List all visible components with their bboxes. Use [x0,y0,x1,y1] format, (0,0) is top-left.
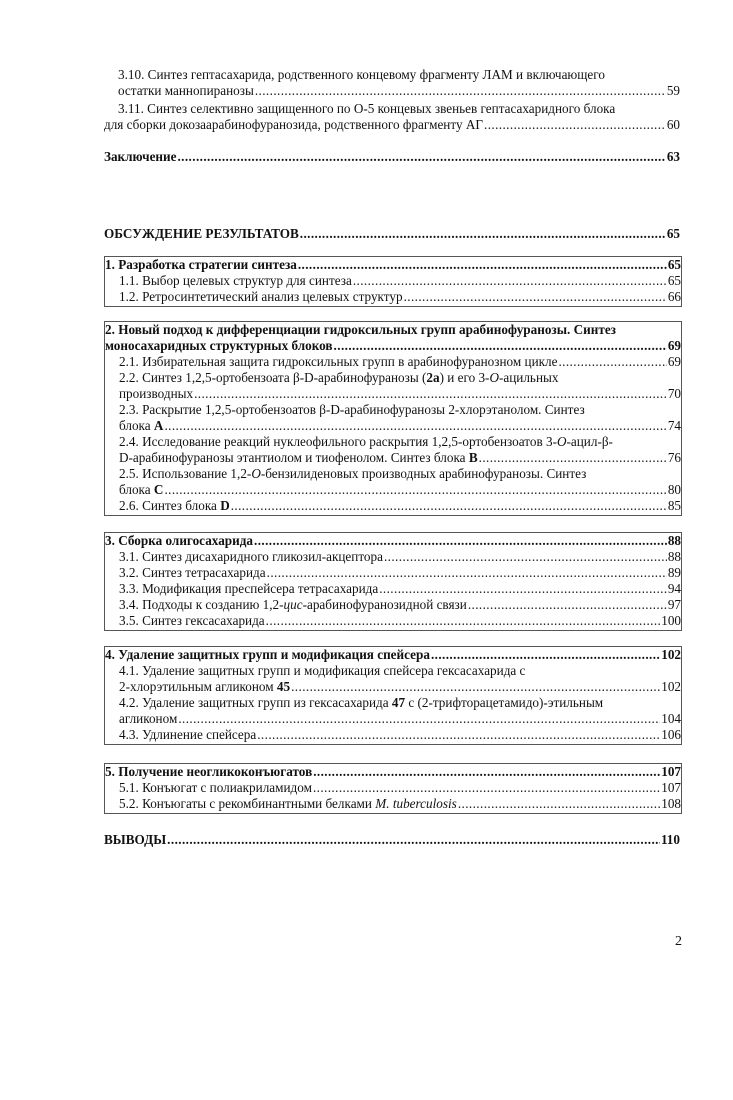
toc-line: производных ..... 70 [119,386,681,402]
page-ref: 60 [666,117,680,132]
toc-chapter-1 [104,256,682,307]
toc-line: 3.5. Синтез гексасахарида ..... 100 [119,613,681,629]
toc-line: 2. Новый подход к дифференциации гидроксильных групп арабинофуранозы. Синтез [105,322,616,337]
toc-chapter-2 [104,321,682,516]
dot-leader [431,647,660,663]
toc-line: 3.3. Модификация преспейсера тетрасахарида ..... 94 [119,581,681,597]
page-ref: 100 [661,613,681,628]
page-number: 2 [675,934,682,949]
toc-line: для сборки докозаарабинофуранозида, родственного фрагменту АГ ..... 60 [104,117,680,133]
toc-line: 3. Сборка олигосахарида ..... 88 [105,533,681,549]
toc-line: 4.3. Удлинение спейсера ..... 106 [119,727,681,743]
toc-entry-3-11 [104,101,680,133]
dot-leader [479,450,667,466]
page-ref: 89 [667,565,681,580]
page-ref: 63 [666,149,680,164]
toc-line: моносахаридных структурных блоков ..... 69 [105,338,681,354]
dot-leader [484,117,666,133]
toc-entry-conclusions [104,832,680,848]
toc-line: 2.4. Исследование реакций нуклеофильного раскрытия 1,2,5-ортобензоатов 3-O-ацил-β- [119,434,613,449]
toc-line: 5.2. Конъюгаты с рекомбинантными белками M. tuberculosis ..... 108 [119,796,681,812]
toc-chapter-4 [104,646,682,745]
toc-line: 3.11. Синтез селективно защищенного по О-5 концевых звеньев гептасахаридного блока [118,101,616,116]
toc-entry-discussion [104,226,680,242]
page-ref: 102 [661,647,681,662]
page-ref: 97 [667,597,681,612]
dot-leader [353,273,667,289]
page-ref: 104 [661,711,681,726]
dot-leader [291,679,660,695]
dot-leader [164,482,666,498]
page-ref: 108 [661,796,681,811]
toc-chapter-5 [104,763,682,814]
page-ref: 70 [667,386,681,401]
dot-leader [231,498,667,514]
toc-entry-3-10 [118,67,680,99]
dot-leader [300,226,666,242]
toc-line: 4.2. Удаление защитных групп из гексасахарида 47 с (2-трифторацетамидо)-этильным [119,695,604,710]
toc-line: Заключение ..... 63 [104,149,680,165]
toc-line: блока A ..... 74 [119,418,681,434]
toc-line: 3.4. Подходы к созданию 1,2-цис-арабинофуранозидной связи ..... 97 [119,597,681,613]
page-ref: 69 [667,354,681,369]
page-ref: 69 [667,338,681,353]
page-ref: 106 [661,727,681,742]
dot-leader [164,418,666,434]
dot-leader [255,83,666,99]
page-ref: 74 [667,418,681,433]
page-ref: 102 [661,679,681,694]
toc-line: 5.1. Конъюгат с полиакриламидом ..... 107 [119,780,681,796]
page-ref: 59 [666,83,680,98]
dot-leader [379,581,667,597]
toc-entry-conclusion [104,149,680,165]
page-ref: 66 [667,289,681,304]
toc-line: остатки маннопиранозы ..... 59 [118,83,680,99]
toc-line: 1.1. Выбор целевых структур для синтеза ..... 65 [119,273,681,289]
toc-line: 1.2. Ретросинтетический анализ целевых структур ..... 66 [119,289,681,305]
dot-leader [313,780,660,796]
toc-line: 2.3. Раскрытие 1,2,5-ортобензоатов β-D-арабинофуранозы 2-хлорэтанолом. Синтез [119,402,585,417]
dot-leader [266,613,661,629]
dot-leader [298,257,667,273]
toc-line: 2.2. Синтез 1,2,5-ортобензоата β-D-арабинофуранозы (2a) и его 3-O-ацильных [119,370,559,385]
toc-line: 4.1. Удаление защитных групп и модификация спейсера гексасахарида с [119,663,526,678]
toc-line: 2-хлорэтильным агликоном 45 ..... 102 [119,679,681,695]
toc-line: 3.10. Синтез гептасахарида, родственного концевому фрагменту ЛАМ и включающего [118,67,605,82]
page-ref: 80 [667,482,681,497]
dot-leader [257,727,660,743]
dot-leader [177,149,665,165]
page-ref: 88 [667,533,681,548]
toc-line: 2.1. Избирательная защита гидроксильных групп в арабинофуранозном цикле ..... 69 [119,354,681,370]
toc-line: ОБСУЖДЕНИЕ РЕЗУЛЬТАТОВ ..... 65 [104,226,680,242]
toc-line: 1. Разработка стратегии синтеза ..... 65 [105,257,681,273]
dot-leader [167,832,660,848]
page-ref: 76 [667,450,681,465]
page-ref: 107 [661,764,681,779]
toc-line: 5. Получение неогликоконъюгатов ..... 107 [105,764,681,780]
toc-line: 2.5. Использование 1,2-O-бензилиденовых производных арабинофуранозы. Синтез [119,466,587,481]
toc-line: 2.6. Синтез блока D ..... 85 [119,498,681,514]
dot-leader [194,386,667,402]
toc-line: ВЫВОДЫ ..... 110 [104,832,680,848]
page-ref: 88 [667,549,681,564]
toc-line: 3.1. Синтез дисахаридного гликозил-акцептора ..... 88 [119,549,681,565]
page-ref: 65 [667,257,681,272]
dot-leader [267,565,667,581]
toc-line: D-арабинофуранозы этантиолом и тиофенолом. Синтез блока B ..... 76 [119,450,681,466]
dot-leader [178,711,660,727]
dot-leader [468,597,667,613]
page-ref: 65 [666,226,680,241]
dot-leader [384,549,667,565]
toc-line: блока C ..... 80 [119,482,681,498]
toc-chapter-3 [104,532,682,631]
dot-leader [458,796,660,812]
dot-leader [254,533,667,549]
page-ref: 107 [661,780,681,795]
page-ref: 110 [660,832,680,847]
toc-line: 4. Удаление защитных групп и модификация спейсера ..... 102 [105,647,681,663]
toc-line: 3.2. Синтез тетрасахарида ..... 89 [119,565,681,581]
dot-leader [313,764,660,780]
dot-leader [334,338,667,354]
dot-leader [558,354,666,370]
page-ref: 94 [667,581,681,596]
page-ref: 65 [667,273,681,288]
dot-leader [404,289,667,305]
toc-line: агликоном ..... 104 [119,711,681,727]
page-ref: 85 [667,498,681,513]
